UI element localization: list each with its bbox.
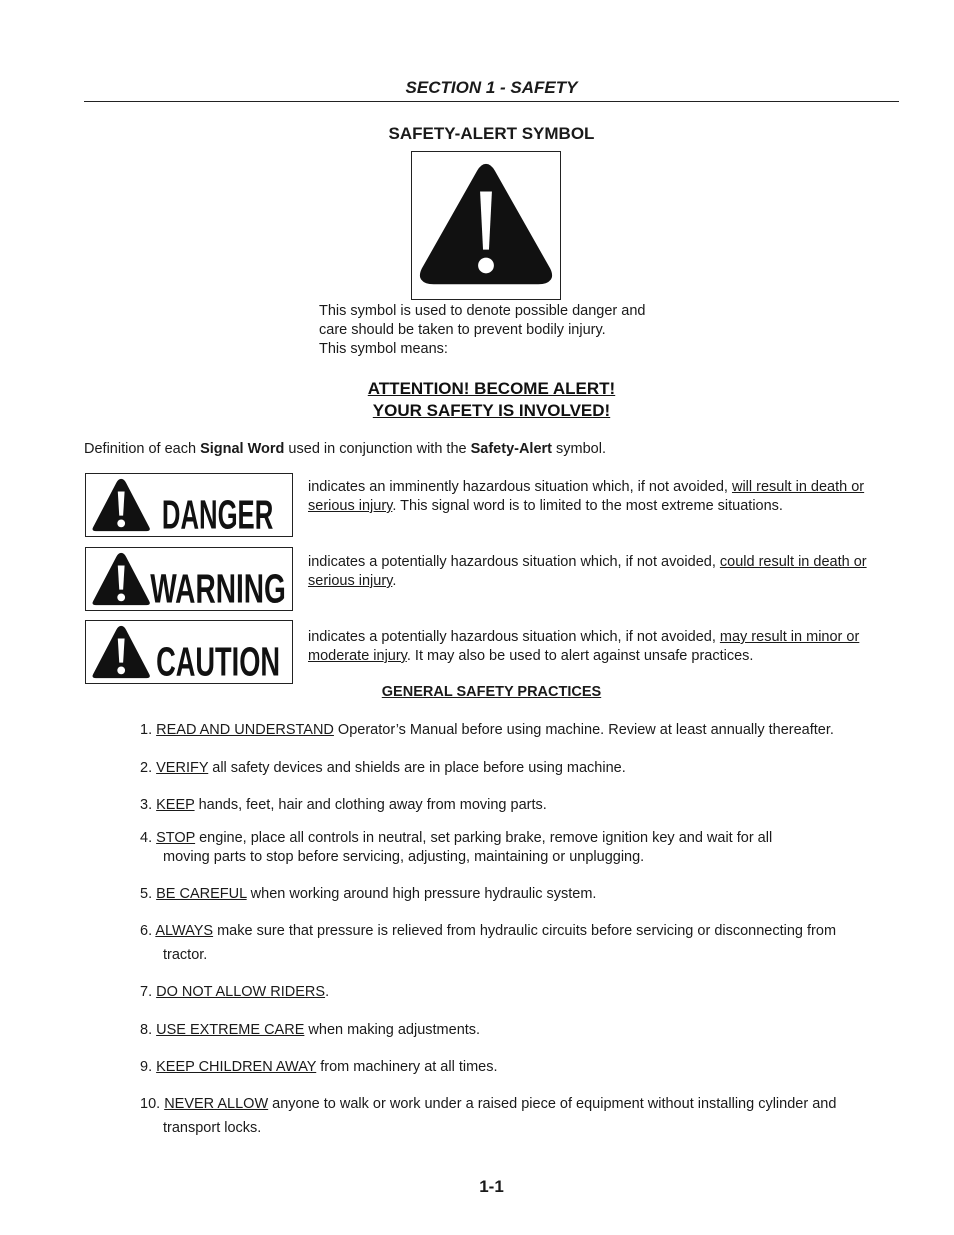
header-divider <box>84 101 899 102</box>
attention-line-1: ATTENTION! BECOME ALERT! <box>367 379 616 398</box>
warning-sign <box>85 547 293 611</box>
sign-word: WARNING <box>150 565 286 610</box>
safety-practice-item: 3. KEEP hands, feet, hair and clothing away from moving parts. <box>140 797 547 813</box>
safety-alert-triangle-icon <box>412 152 560 299</box>
danger-sign-graphic <box>86 474 292 536</box>
safety-practice-item: 6. ALWAYS make sure that pressure is relieved from hydraulic circuits before servicing or disconnecting from tractor. <box>140 923 837 963</box>
page-number: 1-1 <box>479 1177 504 1196</box>
safety-practice-item: 7. DO NOT ALLOW RIDERS. <box>140 984 330 1000</box>
signal-word-definition: Definition of each Signal Word used in conjunction with the Safety-Alert symbol. <box>84 441 606 457</box>
attention-line-2: YOUR SAFETY IS INVOLVED! <box>372 401 611 420</box>
safety-practice-item: 10. NEVER ALLOW anyone to walk or work under a raised piece of equipment without installing cylinder and transport locks. <box>140 1096 837 1136</box>
symbol-description: This symbol is used to denote possible danger and care should be taken to prevent bodily injury. This symbol means: <box>319 303 646 357</box>
caution-sign <box>85 620 293 684</box>
section-title: SECTION 1 - SAFETY <box>405 78 578 97</box>
warning-triangle-icon <box>93 553 150 605</box>
safety-practice-item: 5. BE CAREFUL when working around high pressure hydraulic system. <box>140 886 597 902</box>
sign-word: CAUTION <box>156 638 281 683</box>
general-safety-heading: GENERAL SAFETY PRACTICES <box>381 684 602 700</box>
caution-description: indicates a potentially hazardous situation which, if not avoided, may result in minor or moderate injury. It may also be used to alert against unsafe practices. <box>308 629 860 664</box>
danger-sign <box>85 473 293 537</box>
sign-word: DANGER <box>161 491 274 536</box>
danger-description: indicates an imminently hazardous situation which, if not avoided, will result in death or serious injury. This signal word is to limited to the most extreme situations. <box>308 479 865 514</box>
safety-practice-item: 4. STOP engine, place all controls in neutral, set parking brake, remove ignition key and wait for all moving parts to stop before servicing, adjusting, maintaining or unplugging. <box>140 830 773 865</box>
caution-sign-graphic <box>86 621 292 683</box>
warning-description: indicates a potentially hazardous situation which, if not avoided, could result in death or serious injury. <box>308 554 867 589</box>
safety-practice-item: 2. VERIFY all safety devices and shields are in place before using machine. <box>140 760 626 776</box>
attention-banner <box>84 378 899 422</box>
safety-practice-item: 8. USE EXTREME CARE when making adjustments. <box>140 1022 481 1038</box>
safety-practice-item: 9. KEEP CHILDREN AWAY from machinery at all times. <box>140 1059 498 1075</box>
safety-alert-symbol <box>411 151 561 300</box>
warning-triangle-icon <box>93 479 150 531</box>
warning-triangle-icon <box>93 626 150 678</box>
safety-alert-heading: SAFETY-ALERT SYMBOL <box>388 124 595 143</box>
warning-sign-graphic <box>86 548 292 610</box>
safety-practice-item: 1. READ AND UNDERSTAND Operator’s Manual before using machine. Review at least annually thereafter. <box>140 722 834 738</box>
